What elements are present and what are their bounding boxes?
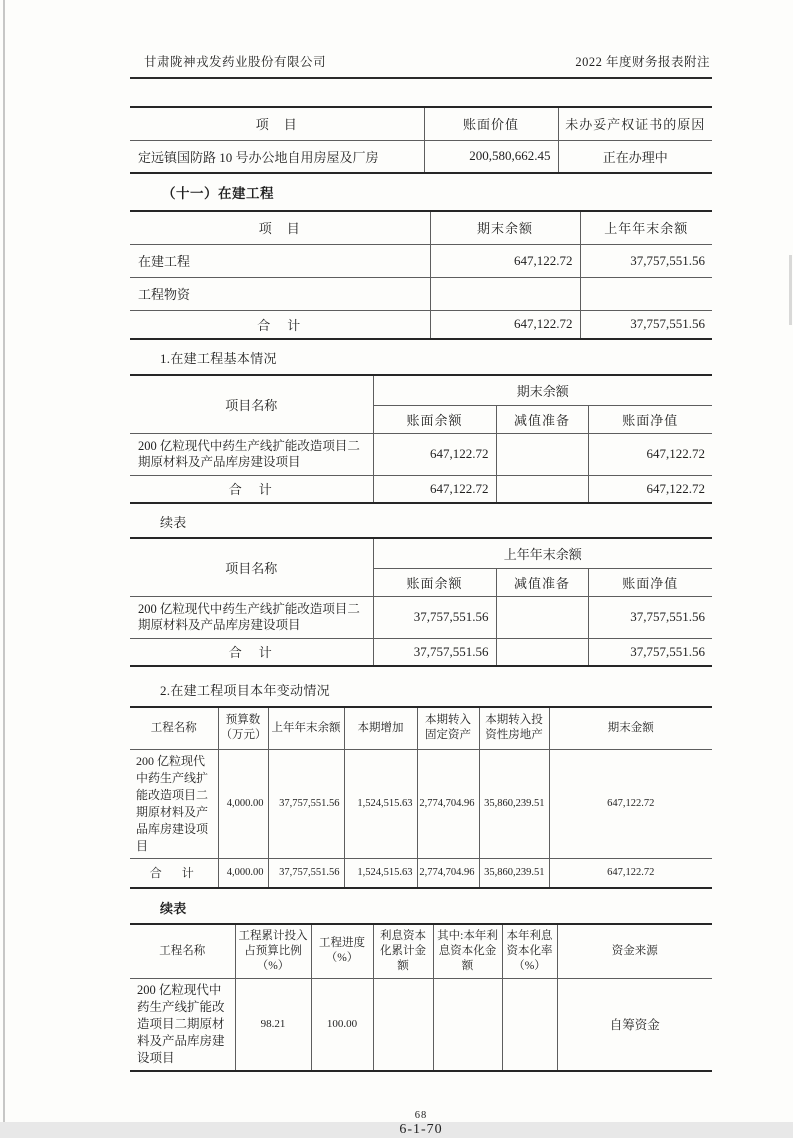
table-total-row <box>130 310 712 339</box>
table-header-row <box>130 211 712 244</box>
table-header-row <box>130 107 712 140</box>
cip-basic-current-table <box>130 374 712 504</box>
cell-total-prior: 37,757,551.56 <box>268 858 344 888</box>
cell-interest-capitalized-year <box>433 978 502 1071</box>
scan-artifact-left-edge <box>3 0 5 1122</box>
header-fund-source: 资金来源 <box>557 924 712 978</box>
header-net-amount: 账面净值 <box>588 405 712 433</box>
cell-increase: 1,524,515.63 <box>344 749 417 858</box>
header-project-name: 工程名称 <box>130 924 235 978</box>
header-reason: 未办妥产权证书的原因 <box>558 107 712 140</box>
cell-total-net: 647,122.72 <box>588 475 712 503</box>
table-total-row <box>130 475 712 503</box>
cell-book-value: 200,580,662.45 <box>424 140 558 173</box>
scan-artifact-right-edge <box>789 255 792 325</box>
header-impairment: 减值准备 <box>496 568 588 596</box>
table-header-row <box>130 707 712 749</box>
section-2-heading: 2.在建工程项目本年变动情况 <box>160 683 330 698</box>
header-book-value: 账面价值 <box>424 107 558 140</box>
header-impairment: 减值准备 <box>496 405 588 433</box>
header-capitalization-rate: 本年利息资本化率（%） <box>502 924 557 978</box>
page-number: 68 <box>414 1109 428 1121</box>
continued-table-label: 续表 <box>160 901 187 916</box>
cell-budget: 4,000.00 <box>218 749 268 858</box>
cell-total-label: 合 计 <box>130 475 373 503</box>
table-total-row <box>130 858 712 888</box>
cell-total-to-investment-property: 35,860,239.51 <box>479 858 549 888</box>
header-prior-balance-group: 上年年末余额 <box>373 538 712 568</box>
cell-impairment <box>496 596 588 638</box>
cell-invest-ratio: 98.21 <box>235 978 311 1071</box>
cell-to-investment-property: 35,860,239.51 <box>479 749 549 858</box>
cip-changes-table <box>130 706 712 889</box>
cell-project-name: 200 亿粒现代中药生产线扩能改造项目二期原材料及产品库房建设项目 <box>130 978 235 1071</box>
header-ending-balance: 期末余额 <box>430 211 580 244</box>
section-1-heading: 1.在建工程基本情况 <box>160 351 277 366</box>
cell-to-fixed-assets: 2,774,704.96 <box>417 749 479 858</box>
header-invest-ratio: 工程累计投入占预算比例（%） <box>235 924 311 978</box>
header-project-name: 项目名称 <box>130 375 373 433</box>
header-interest-capitalized-total: 利息资本化累计金额 <box>373 924 433 978</box>
cell-gross: 647,122.72 <box>373 433 496 475</box>
cell-prior <box>580 277 712 310</box>
table-row <box>130 433 712 475</box>
header-budget: 预算数（万元） <box>218 707 268 749</box>
cell-gross: 37,757,551.56 <box>373 596 496 638</box>
cell-ending <box>430 277 580 310</box>
header-gross-amount: 账面余额 <box>373 405 496 433</box>
header-ending-amount: 期末金额 <box>549 707 712 749</box>
header-ending-balance-group: 期末余额 <box>373 375 712 405</box>
header-progress: 工程进度（%） <box>311 924 373 978</box>
table-row <box>130 978 712 1071</box>
table-header-row <box>130 924 712 978</box>
cell-total-prior: 37,757,551.56 <box>580 310 712 339</box>
report-title: 2022 年度财务报表附注 <box>575 55 710 69</box>
cell-item: 在建工程 <box>130 244 430 277</box>
document-number: 6-1-70 <box>399 1121 443 1137</box>
header-prior-balance: 上年年末余额 <box>268 707 344 749</box>
company-name: 甘肃陇神戎发药业股份有限公司 <box>144 55 327 69</box>
page-footer <box>130 1110 712 1138</box>
header-increase: 本期增加 <box>344 707 417 749</box>
cell-fund-source: 自筹资金 <box>557 978 712 1071</box>
table-row <box>130 596 712 638</box>
cell-total-ending: 647,122.72 <box>549 858 712 888</box>
header-project-name: 项目名称 <box>130 538 373 596</box>
cell-total-impairment <box>496 475 588 503</box>
header-gross-amount: 账面余额 <box>373 568 496 596</box>
cell-reason: 正在办理中 <box>558 140 712 173</box>
cell-item: 工程物资 <box>130 277 430 310</box>
cell-total-increase: 1,524,515.63 <box>344 858 417 888</box>
cell-prior: 37,757,551.56 <box>580 244 712 277</box>
cip-funding-table <box>130 923 712 1072</box>
header-project-name: 工程名称 <box>130 707 218 749</box>
header-to-investment-property: 本期转入投资性房地产 <box>479 707 549 749</box>
cell-total-label: 合 计 <box>130 310 430 339</box>
cell-impairment <box>496 433 588 475</box>
cip-basic-prior-table <box>130 537 712 667</box>
cell-total-net: 37,757,551.56 <box>588 638 712 666</box>
header-net-amount: 账面净值 <box>588 568 712 596</box>
cell-ending: 647,122.72 <box>430 244 580 277</box>
cell-total-budget: 4,000.00 <box>218 858 268 888</box>
property-certificate-table <box>130 106 712 174</box>
cell-capitalization-rate <box>502 978 557 1071</box>
document-header <box>130 52 712 79</box>
cell-total-label: 合 计 <box>130 858 218 888</box>
header-item: 项 目 <box>130 211 430 244</box>
section-11-heading: （十一）在建工程 <box>162 186 274 201</box>
header-prior-balance: 上年年末余额 <box>580 211 712 244</box>
header-interest-capitalized-year: 其中:本年利息资本化金额 <box>433 924 502 978</box>
cell-total-impairment <box>496 638 588 666</box>
cell-ending: 647,122.72 <box>549 749 712 858</box>
table-row <box>130 749 712 858</box>
cell-net: 37,757,551.56 <box>588 596 712 638</box>
cell-project-name: 200 亿粒现代中药生产线扩能改造项目二期原材料及产品库房建设项目 <box>130 749 218 858</box>
cell-total-gross: 37,757,551.56 <box>373 638 496 666</box>
cell-progress: 100.00 <box>311 978 373 1071</box>
cell-project-name: 200 亿粒现代中药生产线扩能改造项目二期原材料及产品库房建设项目 <box>130 596 373 638</box>
cell-total-ending: 647,122.72 <box>430 310 580 339</box>
cell-interest-capitalized-total <box>373 978 433 1071</box>
cip-summary-table <box>130 210 712 340</box>
cell-project-name: 200 亿粒现代中药生产线扩能改造项目二期原材料及产品库房建设项目 <box>130 433 373 475</box>
cell-total-label: 合 计 <box>130 638 373 666</box>
continued-table-label: 续表 <box>160 515 187 530</box>
table-group-header-row <box>130 538 712 568</box>
table-row <box>130 244 712 277</box>
cell-total-gross: 647,122.72 <box>373 475 496 503</box>
table-row <box>130 140 712 173</box>
cell-item: 定远镇国防路 10 号办公地自用房屋及厂房 <box>130 140 424 173</box>
table-total-row <box>130 638 712 666</box>
table-row <box>130 277 712 310</box>
cell-total-to-fixed-assets: 2,774,704.96 <box>417 858 479 888</box>
cell-prior: 37,757,551.56 <box>268 749 344 858</box>
header-to-fixed-assets: 本期转入固定资产 <box>417 707 479 749</box>
header-item: 项 目 <box>130 107 424 140</box>
table-group-header-row <box>130 375 712 405</box>
cell-net: 647,122.72 <box>588 433 712 475</box>
